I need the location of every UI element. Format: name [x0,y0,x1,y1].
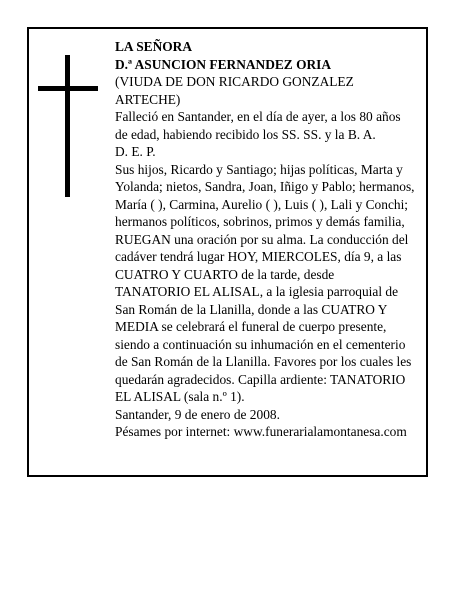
family-line: quedarán agradecidos. Capilla ardiente: TANATORIO [115,371,406,387]
obituary-text [115,38,427,441]
widow-line: (VIUDA DE DON RICARDO GONZALEZ [115,74,354,89]
family-line: cadáver tendrá lugar HOY, MIERCOLES, día 9, a las [115,249,402,264]
family-line: RUEGAN una oración por su alma. La conducción del [115,231,409,247]
family-line: TANATORIO EL ALISAL, a la iglesia parroquial de [115,284,399,299]
family-line: MEDIA se celebrará el funeral de cuerpo presente, [115,319,387,334]
heading-line: LA SEÑORA [115,39,193,54]
date-line: Santander, 9 de enero de 2008. [115,406,280,422]
family-line: Sus hijos, Ricardo y Santiago; hijas políticas, Marta y [115,161,403,177]
family-line: hermanos políticos, sobrinos, primos y demás familia, [115,214,405,229]
death-line: Falleció en Santander, en el día de ayer, a los 80 años [115,109,401,124]
condolences-line: Pésames por internet: www.funerarialamontanesa.com [115,424,407,439]
family-line: CUATRO Y CUARTO de la tarde, desde [115,266,335,282]
family-line: San Román de la Llanilla, donde a las CUATRO Y [115,301,388,317]
widow-line: ARTECHE) [115,91,181,107]
cross-vertical-bar [65,55,70,197]
family-line: María ( ), Carmina, Aurelio ( ), Luis ( ), Lali y Conchi; [115,196,409,212]
family-line: de San Román de la Llanilla. Favores por los cuales les [115,354,412,369]
deceased-name: D.ª ASUNCION FERNANDEZ ORIA [115,56,332,72]
family-line: Yolanda; nietos, Sandra, Joan, Iñigo y Pablo; hermanos, [115,179,415,194]
family-line: siendo a continuación su inhumación en el cementerio [115,336,406,352]
death-line: D. E. P. [115,144,156,159]
cross-horizontal-bar [38,86,98,91]
family-line: EL ALISAL (sala n.º 1). [115,389,245,404]
cross-icon [38,55,98,197]
death-line: de edad, habiendo recibido los SS. SS. y la B. A. [115,126,376,142]
